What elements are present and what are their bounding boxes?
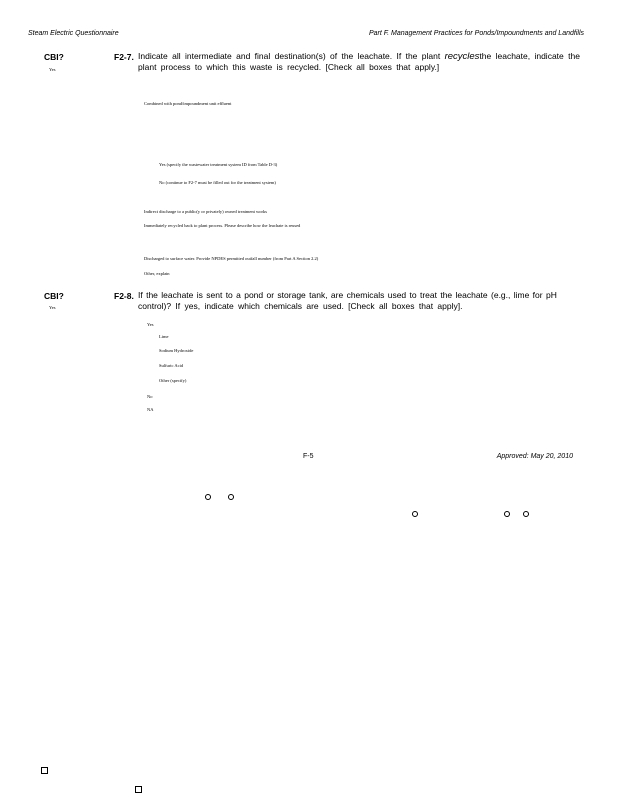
emphasis-recycles: recycles	[444, 51, 480, 62]
question-text: Indicate all intermediate and final destination(s) of the leachate. If the plant recyclesthe leachate, indicate the plant process to which this waste is recycled. [Check all boxes that apply.]	[138, 51, 580, 72]
page-number: F-5	[303, 453, 314, 460]
option-yes: Yes	[147, 322, 154, 327]
radio-button[interactable]	[228, 494, 234, 500]
option-other: Other, explain	[144, 271, 170, 276]
radio-button[interactable]	[523, 511, 529, 517]
option-indirect-discharge: Indirect discharge to a public(y or privately) owned treatment works	[144, 209, 268, 214]
option-no-treatment: No (continue to F2-7 must be filled out for the treatment system)	[159, 180, 276, 185]
question-number: F2-8.	[114, 291, 134, 301]
cbi-value: Yes	[49, 67, 56, 72]
header-title: Steam Electric Questionnaire	[28, 30, 119, 37]
radio-button[interactable]	[205, 494, 211, 500]
checkbox[interactable]	[41, 767, 48, 774]
option-lime: Lime	[159, 334, 169, 339]
header-section: Part F. Management Practices for Ponds/Impoundments and Landfills	[368, 30, 584, 37]
option-surface-water: Discharged to surface water. Provide NPDES permitted outfall number (from Part A Section 2.2)	[144, 256, 319, 261]
cbi-label: CBI?	[44, 291, 64, 301]
cbi-value: Yes	[49, 305, 56, 310]
option-sodium-hydroxide: Sodium Hydroxide	[159, 348, 194, 353]
option-recycled: Immediately recycled back to plant process. Please describe how the leachate is reused	[144, 223, 301, 228]
cbi-label: CBI?	[44, 52, 64, 62]
option-no: No	[147, 394, 153, 399]
question-number: F2-7.	[114, 52, 134, 62]
option-sulfuric-acid: Sulfuric Acid	[159, 363, 184, 368]
checkbox[interactable]	[135, 786, 142, 793]
option-yes-treatment: Yes (specify the wastewater treatment system ID from Table D-3)	[159, 162, 278, 167]
option-na: NA	[147, 407, 154, 412]
question-text: If the leachate is sent to a pond or storage tank, are chemicals used to treat the leachate (e.g., lime for pH control)? If yes, indicate which chemicals are used. [Check all boxes that apply].	[138, 290, 557, 311]
option-combined: Combined with pond/impoundment unit effluent	[144, 101, 232, 106]
radio-button[interactable]	[412, 511, 418, 517]
option-other-specify: Other (specify)	[159, 378, 187, 383]
approval-date: Approved: May 20, 2010	[496, 453, 573, 460]
radio-button[interactable]	[504, 511, 510, 517]
